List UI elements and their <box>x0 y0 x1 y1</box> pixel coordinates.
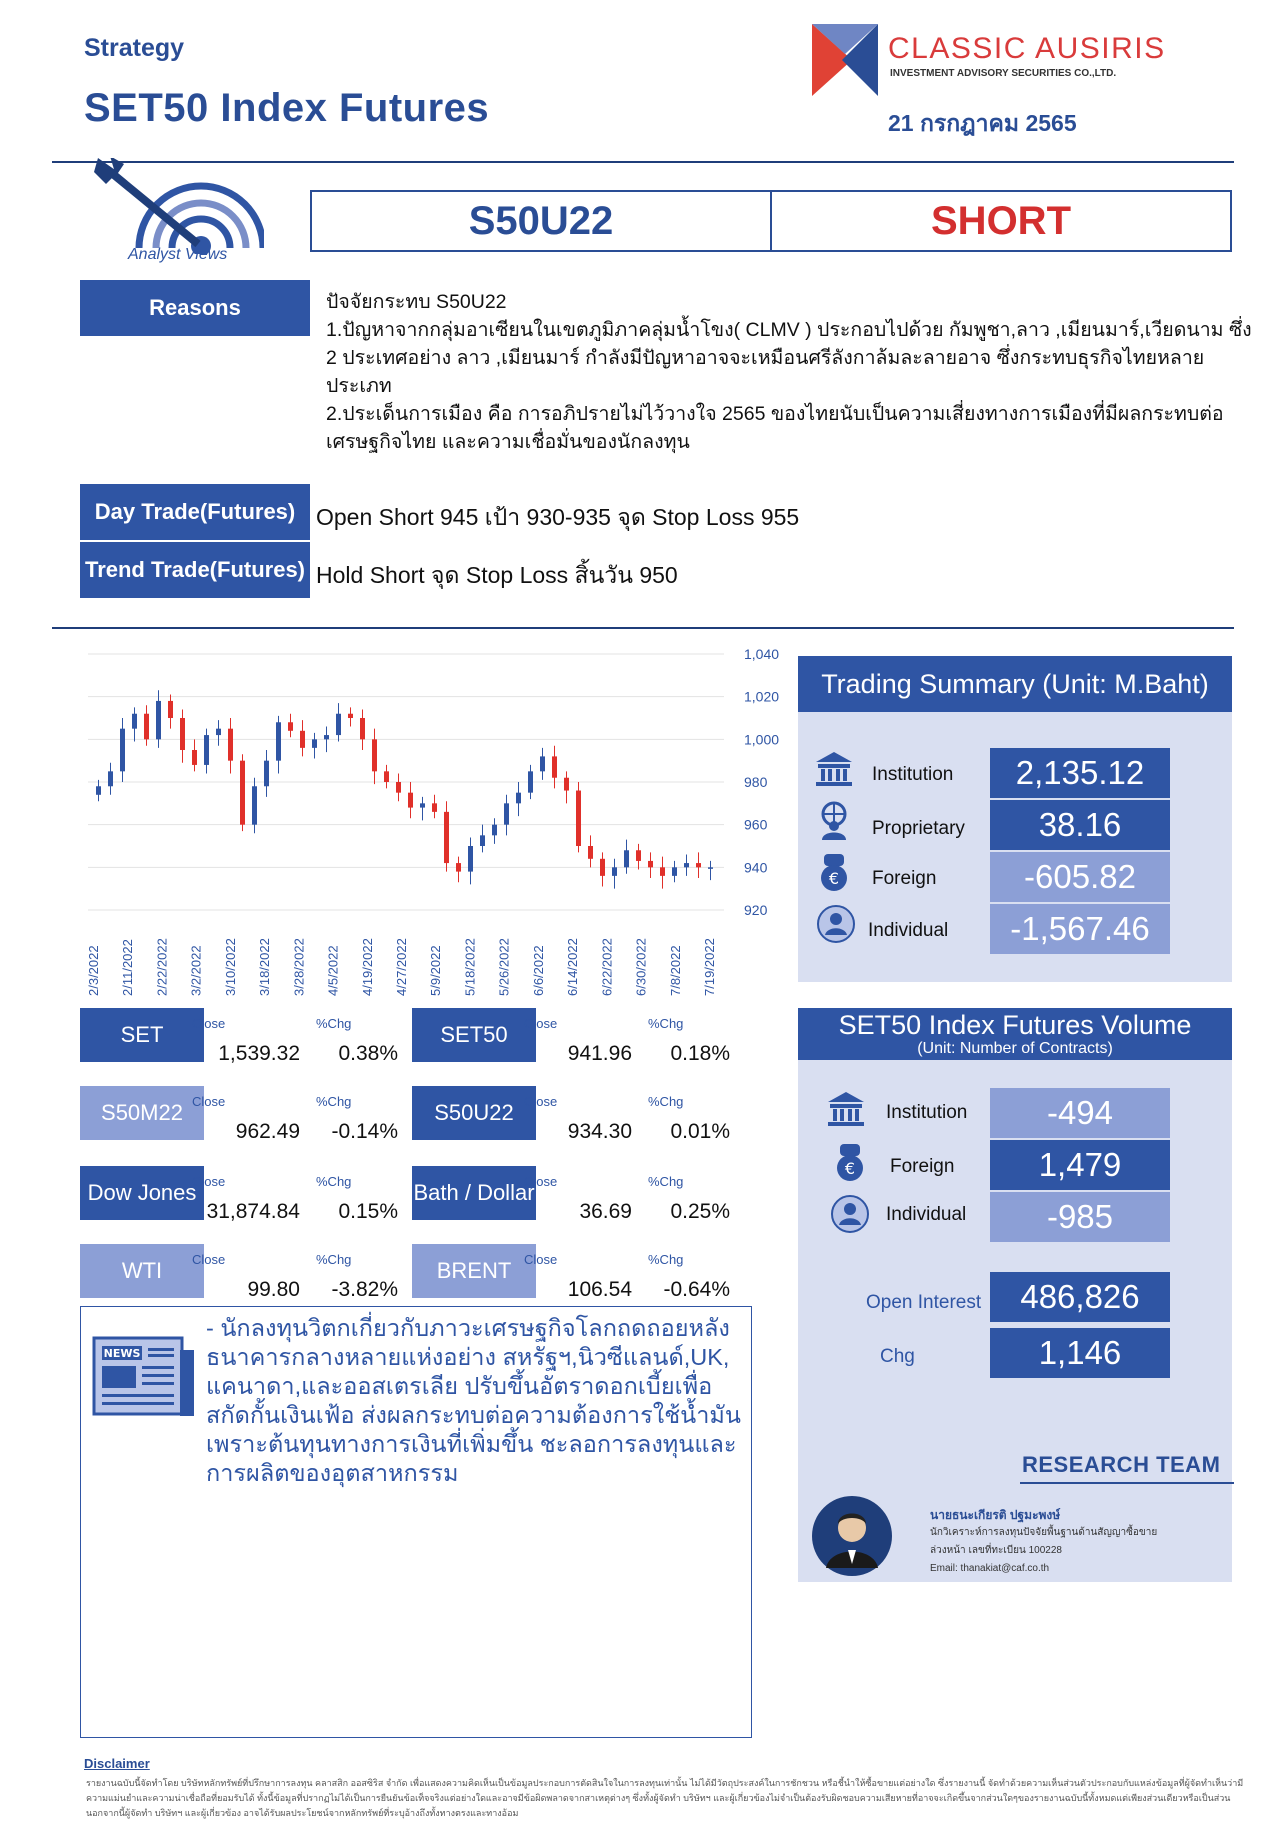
chg-value: 1,146 <box>990 1328 1170 1378</box>
market-label: S50M22 <box>80 1086 204 1140</box>
candle-body <box>432 803 437 812</box>
contract-symbol: S50U22 <box>312 192 772 250</box>
market-close-label: Close <box>192 1016 226 1031</box>
market-label: WTI <box>80 1244 204 1298</box>
market-chg-value: 0.15% <box>338 1200 398 1223</box>
candle-body <box>612 867 617 876</box>
page-title: SET50 Index Futures <box>84 86 490 130</box>
svg-text:€: € <box>844 1159 856 1178</box>
x-tick-label: 7/19/2022 <box>702 938 717 996</box>
x-tick-label: 3/2/2022 <box>188 945 204 996</box>
candle-body <box>144 714 149 740</box>
candle-body <box>696 863 701 867</box>
candle-body <box>540 756 545 771</box>
volume-label-individual: Individual <box>886 1204 967 1225</box>
research-team-title: RESEARCH TEAM <box>1022 1452 1221 1477</box>
chg-label: Chg <box>880 1346 915 1367</box>
reasons-label: Reasons <box>80 280 310 336</box>
candle-body <box>444 812 449 863</box>
target-icon <box>94 158 264 254</box>
candle-body <box>288 722 293 731</box>
market-label: S50U22 <box>412 1086 536 1140</box>
y-tick-label: 1,020 <box>744 688 780 705</box>
candle-body <box>684 863 689 867</box>
x-tick-label: 7/8/2022 <box>667 945 683 996</box>
market-chg-value: 0.18% <box>670 1042 730 1065</box>
contract-box <box>310 190 1232 252</box>
reasons-line: 1.ปัญหาจากกลุ่มอาเซียนในเขตภูมิภาคลุ่มน้ำโขง( CLMV ) ประกอบไปด้วย กัมพูชา,ลาว ,เมียนมาร์,เวียดนาม ซึ่ง 2 ประเทศอย่าง ลาว ,เมียนมาร์ กำลังมีปัญหาอาจจะเหมือนศรีลังกาล้มละลายอาจ ซึ่งกระทบธุรกิจไทยหลายประเภท <box>326 319 1252 397</box>
x-tick-label: 6/22/2022 <box>599 938 615 996</box>
market-close-label: Close <box>524 1016 558 1031</box>
market-chg-label: %Chg <box>316 1016 352 1031</box>
institution-icon <box>826 1088 866 1133</box>
analyst-email[interactable]: Email: thanakiat@caf.co.th <box>930 1563 1050 1574</box>
candle-body <box>372 739 377 771</box>
candle-body <box>708 867 713 869</box>
market-chg-label: %Chg <box>648 1094 684 1109</box>
candle-body <box>384 771 389 782</box>
reasons-line: ปัจจัยกระทบ S50U22 <box>326 291 507 313</box>
candle-body <box>120 729 125 772</box>
open-interest-label: Open Interest <box>866 1292 982 1313</box>
candle-body <box>192 750 197 765</box>
candle-body <box>420 803 425 807</box>
candle-body <box>396 782 401 793</box>
x-tick-label: 3/28/2022 <box>291 938 307 996</box>
candle-body <box>576 791 581 846</box>
candle-body <box>96 786 101 795</box>
section-label: Strategy <box>84 34 185 62</box>
volume-value-foreign: 1,479 <box>990 1140 1170 1190</box>
reasons-line: 2.ประเด็นการเมือง คือ การอภิปรายไม่ไว้วางใจ 2565 ของไทยนับเป็นความเสี่ยงทางการเมืองที่มีผลกระทบต่อเศรษฐกิจไทย และความเชื่อมั่นของนักลงทุน <box>326 403 1224 453</box>
y-tick-label: 1,040 <box>744 646 780 662</box>
y-tick-label: 960 <box>744 816 768 833</box>
market-close-label: Close <box>192 1174 226 1189</box>
institution-icon <box>814 748 854 793</box>
candle-body <box>252 786 257 824</box>
candle-body <box>204 735 209 765</box>
reasons-text <box>326 288 1256 456</box>
foreign-icon <box>814 852 854 897</box>
volume-title: SET50 Index Futures Volume <box>838 1010 1192 1040</box>
y-tick-label: 980 <box>744 774 768 790</box>
day-trade-label: Day Trade(Futures) <box>80 484 310 540</box>
candle-body <box>408 793 413 808</box>
summary-label-foreign: Foreign <box>872 868 937 889</box>
company-subtitle: INVESTMENT ADVISORY SECURITIES CO.,LTD. <box>890 68 1117 79</box>
candle-body <box>156 701 161 739</box>
market-close-value: 962.49 <box>235 1120 300 1143</box>
market-chg-value: 0.38% <box>338 1042 398 1065</box>
candle-body <box>312 739 317 748</box>
y-tick-label: 920 <box>744 902 768 918</box>
analyst-views-label: Analyst Views <box>128 246 228 263</box>
individual-icon <box>816 904 856 949</box>
candle-body <box>108 771 113 786</box>
market-chg-value: -3.82% <box>331 1278 398 1301</box>
volume-value-institution: -494 <box>990 1088 1170 1138</box>
candle-body <box>516 793 521 804</box>
individual-icon <box>830 1194 870 1239</box>
candle-body <box>324 735 329 739</box>
disclaimer-title: Disclaimer <box>84 1756 150 1771</box>
x-tick-label: 2/22/2022 <box>154 938 170 996</box>
open-interest-value: 486,826 <box>990 1272 1170 1322</box>
market-chg-label: %Chg <box>648 1174 684 1189</box>
foreign-icon <box>830 1142 870 1187</box>
market-close-label: Close <box>524 1174 558 1189</box>
market-chg-label: %Chg <box>316 1094 352 1109</box>
candle-body <box>132 714 137 729</box>
x-tick-label: 2/3/2022 <box>86 945 101 996</box>
candle-body <box>552 756 557 777</box>
summary-value-institution: 2,135.12 <box>990 748 1170 798</box>
x-tick-label: 3/10/2022 <box>222 938 238 996</box>
volume-label-foreign: Foreign <box>890 1156 955 1177</box>
candle-body <box>672 867 677 876</box>
svg-text:€: € <box>828 869 840 888</box>
candle-body <box>600 859 605 876</box>
contract-position: SHORT <box>931 198 1071 243</box>
candle-body <box>648 861 653 867</box>
x-tick-label: 6/6/2022 <box>530 945 546 996</box>
market-close-label: Close <box>524 1094 558 1109</box>
market-label: BRENT <box>412 1244 536 1298</box>
x-tick-label: 6/14/2022 <box>565 938 581 996</box>
volume-header <box>798 1008 1232 1060</box>
x-tick-label: 4/19/2022 <box>359 938 375 996</box>
market-chg-value: 0.25% <box>670 1200 730 1223</box>
analyst-license: ล่วงหน้า เลขที่ทะเบียน 100228 <box>930 1545 1062 1556</box>
candle-body <box>336 714 341 735</box>
candle-body <box>216 729 221 735</box>
research-divider <box>1020 1482 1234 1484</box>
market-chg-value: 0.01% <box>670 1120 730 1143</box>
x-tick-label: 4/5/2022 <box>325 945 341 996</box>
market-chg-value: -0.64% <box>663 1278 730 1301</box>
x-tick-label: 5/18/2022 <box>462 938 478 996</box>
market-chg-label: %Chg <box>648 1252 684 1267</box>
candle-body <box>468 846 473 872</box>
candle-body <box>528 771 533 792</box>
market-chg-label: %Chg <box>648 1016 684 1031</box>
candle-body <box>660 867 665 876</box>
market-close-value: 941.96 <box>567 1042 632 1065</box>
market-chg-label: %Chg <box>316 1252 352 1267</box>
day-trade-text: Open Short 945 เป้า 930-935 จุด Stop Loss 955 <box>316 504 800 530</box>
y-tick-label: 940 <box>744 859 768 876</box>
price-chart <box>84 640 804 1000</box>
trend-trade-text: Hold Short จุด Stop Loss สิ้นวัน 950 <box>316 562 678 588</box>
candle-body <box>636 850 641 861</box>
trend-trade-label: Trend Trade(Futures) <box>80 542 310 598</box>
volume-value-individual: -985 <box>990 1192 1170 1242</box>
analyst-views-logo <box>94 158 264 268</box>
candle-body <box>624 850 629 867</box>
proprietary-icon <box>814 800 854 845</box>
volume-label-institution: Institution <box>886 1102 968 1123</box>
market-close-label: Close <box>524 1252 558 1267</box>
summary-value-proprietary: 38.16 <box>990 800 1170 850</box>
candle-body <box>492 825 497 836</box>
x-tick-label: 5/26/2022 <box>496 938 512 996</box>
candle-body <box>504 803 509 824</box>
x-tick-label: 5/9/2022 <box>428 945 444 996</box>
x-tick-label: 3/18/2022 <box>257 938 273 996</box>
candle-body <box>276 722 281 760</box>
market-label: Dow Jones <box>80 1166 204 1220</box>
x-tick-label: 2/11/2022 <box>120 939 136 996</box>
market-close-value: 106.54 <box>567 1278 632 1301</box>
candle-body <box>264 761 269 787</box>
market-close-value: 36.69 <box>579 1200 632 1223</box>
candle-body <box>480 835 485 846</box>
candle-body <box>228 729 233 761</box>
disclaimer-text: รายงานฉบับนี้จัดทำโดย บริษัทหลักทรัพย์ที่ปรึกษาการลงทุน คลาสสิก ออสซิริส จำกัด เพื่อแสดงความคิดเห็นเป็นข้อมูลประกอบการตัดสินใจในการลงทุนเท่านั้น ไม่ได้มีวัตถุประสงค์ในการชักชวน หรือชี้นำให้ซื้อขายแต่อย่างใด ซึ่งรายงานนี้ จัดทำด้วยความเห็นส่วนตัวประกอบกับแหล่งข้อมูลที่ผู้จัดทำเห็นว่ามีความแม่นยำและความน่าเชื่อถือที่ยอมรับได้ ทั้งนี้ข้อมูลที่ปรากฏไม่ได้เป็นการยืนยันข้อเท็จจริงแต่อย่างใดและอาจมีข้อผิดพลาดจากสาเหตุต่างๆ ซึ่งทั้งผู้จัดทำ บริษัทฯ และผู้เกี่ยวข้องไม่จำเป็นต้องรับผิดชอบความเสียหายที่อาจจะเกิดขึ้นจากส่วนใดๆของรายงานฉบับนี้ทั้งหมดแต่เพียงส่วนเดียวหรือเป็นส่วนนอกจากนี้ผู้จัดทำ บริษัทฯ และผู้เกี่ยวข้อง อาจได้รับผลประโยชน์จากหลักทรัพย์ที่ระบุอ้างถึงทั้งทางตรงและทางอ้อม <box>86 1778 1244 1818</box>
summary-value-individual: -1,567.46 <box>990 904 1170 954</box>
market-label: SET <box>80 1008 204 1062</box>
candle-body <box>360 718 365 739</box>
newspaper-icon <box>92 1336 196 1420</box>
trading-summary-title: Trading Summary (Unit: M.Baht) <box>798 656 1232 712</box>
candle-body <box>348 714 353 718</box>
analyst-name: นายธนะเกียรติ ปฐมะพงษ์ <box>930 1508 1061 1522</box>
summary-value-foreign: -605.82 <box>990 852 1170 902</box>
market-label: SET50 <box>412 1008 536 1062</box>
market-label: Bath / Dollar <box>412 1166 536 1220</box>
market-close-value: 1,539.32 <box>218 1042 300 1065</box>
summary-label-institution: Institution <box>872 764 954 785</box>
news-text: - นักลงทุนวิตกเกี่ยวกับภาวะเศรษฐกิจโลกถดถอยหลังธนาคารกลางหลายแห่งอย่าง สหรัฐฯ,นิวซีแลนด์,UK, แคนาดา,และออสเตรเลีย ปรับขึ้นอัตราดอกเบี้ยเพื่อสกัดกั้นเงินเฟ้อ ส่งผลกระทบต่อความต้องการใช้น้ำมัน เพราะต้นทุนทางการเงินที่เพิ่มขึ้น ชะลอการลงทุนและการผลิตของอุตสาหกรรม <box>206 1315 741 1486</box>
market-close-label: Close <box>192 1094 226 1109</box>
market-close-label: Close <box>192 1252 226 1267</box>
company-name: CLASSIC AUSIRIS <box>888 32 1166 65</box>
market-close-value: 99.80 <box>247 1278 300 1301</box>
market-close-value: 31,874.84 <box>206 1200 300 1223</box>
volume-unit: (Unit: Number of Contracts) <box>917 1040 1113 1057</box>
summary-label-proprietary: Proprietary <box>872 818 965 839</box>
analyst-info <box>930 1506 1157 1578</box>
candle-body <box>300 731 305 748</box>
section-divider <box>52 627 1234 629</box>
y-tick-label: 1,000 <box>744 731 780 748</box>
candle-body <box>456 863 461 872</box>
market-chg-label: %Chg <box>316 1174 352 1189</box>
market-chg-value: -0.14% <box>331 1120 398 1143</box>
x-tick-label: 4/27/2022 <box>394 938 409 996</box>
candle-body <box>168 701 173 718</box>
market-close-value: 934.30 <box>567 1120 632 1143</box>
news-badge: NEWS <box>103 1347 141 1360</box>
summary-label-individual: Individual <box>868 920 949 941</box>
candle-body <box>240 761 245 825</box>
analyst-avatar <box>810 1494 894 1578</box>
candle-body <box>564 778 569 791</box>
candle-body <box>180 718 185 750</box>
analyst-role: นักวิเคราะห์การลงทุนปัจจัยพื้นฐานด้านสัญญาซื้อขาย <box>930 1527 1158 1538</box>
candle-body <box>588 846 593 859</box>
company-logo <box>812 24 878 96</box>
x-tick-label: 6/30/2022 <box>633 938 649 996</box>
report-date: 21 กรกฎาคม 2565 <box>888 110 1077 136</box>
